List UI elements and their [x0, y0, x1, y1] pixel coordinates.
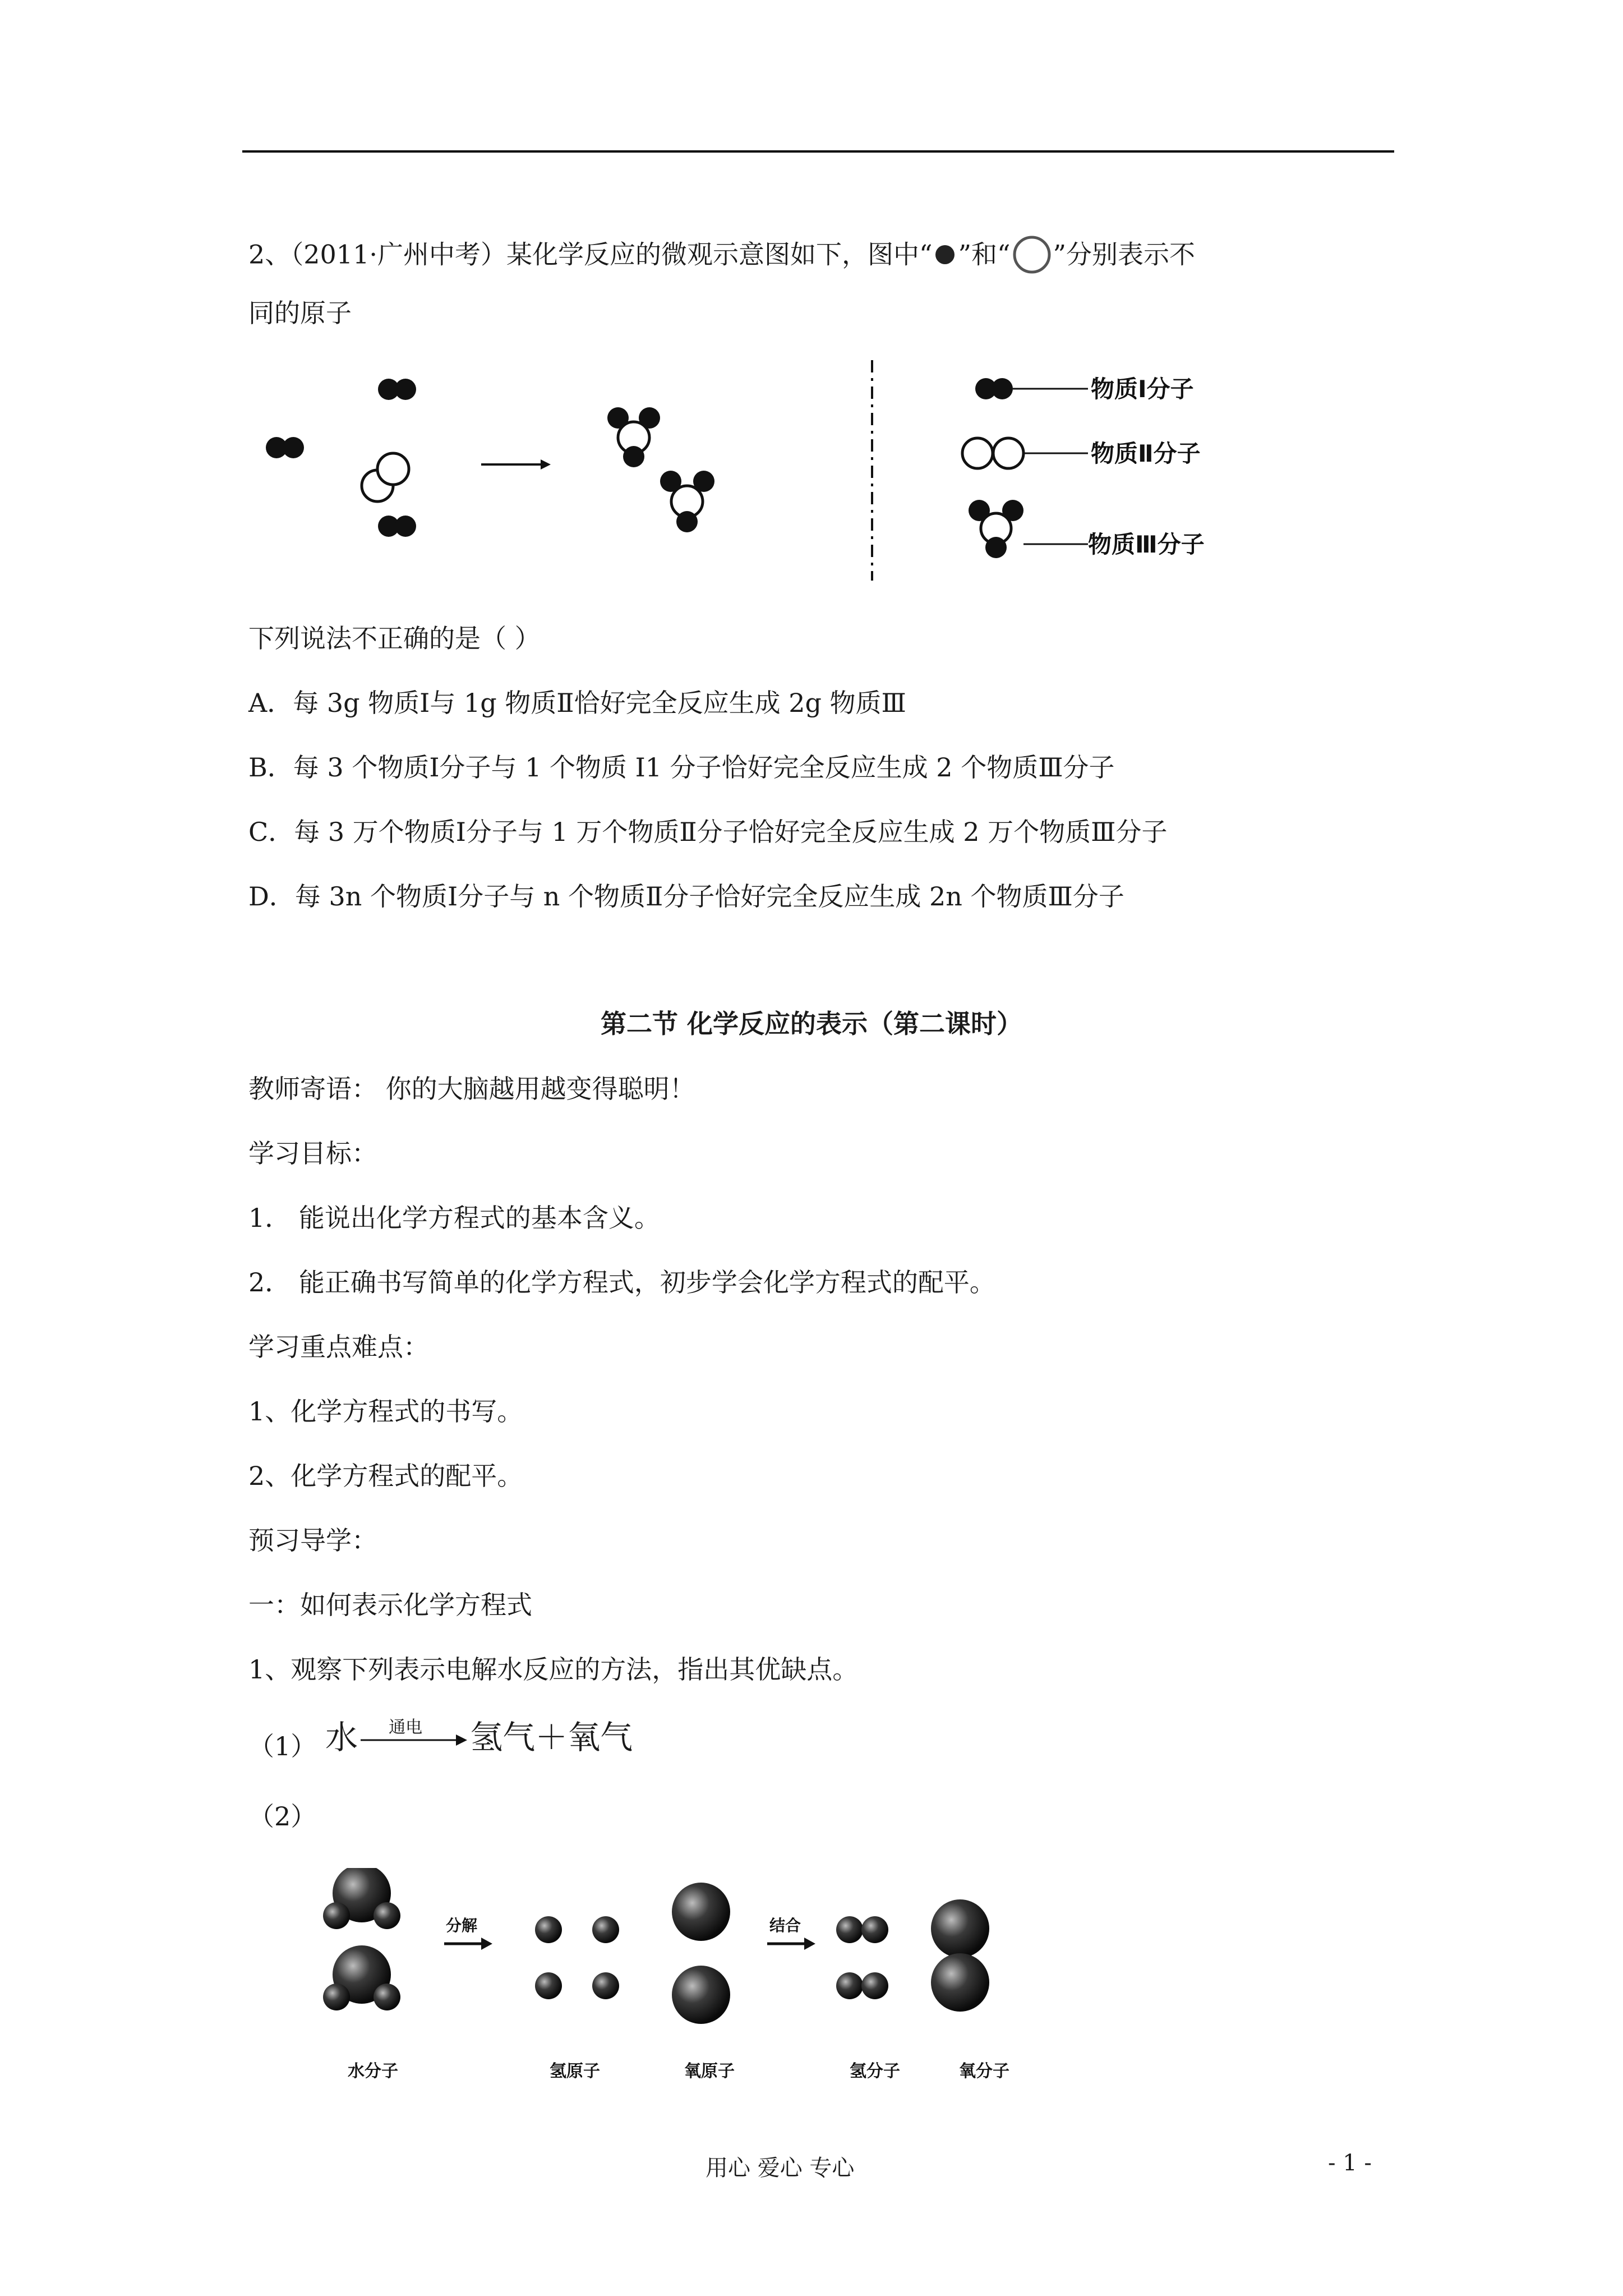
svg-text:物质Ⅱ分子: 物质Ⅱ分子 — [1091, 440, 1201, 467]
hydrogen-atoms — [535, 1916, 619, 1999]
teacher-message: 教师寄语： 你的大脑越用越变得聪明！ — [248, 1074, 695, 1104]
svg-text:分解: 分解 — [446, 1916, 478, 1935]
question1: 1、观察下列表示电解水反应的方法，指出其优缺点。 — [248, 1654, 859, 1685]
svg-text:物质Ⅲ分子: 物质Ⅲ分子 — [1088, 531, 1205, 558]
equation-condition: 通电 — [389, 1718, 423, 1737]
method1-label: （1） — [248, 1731, 317, 1761]
svg-text:结合: 结合 — [769, 1916, 801, 1935]
electrolysis-particle-diagram — [314, 1868, 1099, 2092]
option-c: C．每 3 万个物质Ⅰ分子与 1 万个物质Ⅱ分子恰好完全反应生成 2 万个物质Ⅲ分子 — [248, 817, 1168, 847]
legend-substance3 — [969, 500, 1205, 558]
goal-item-2: 2． 能正确书写简单的化学方程式，初步学会化学方程式的配平。 — [248, 1267, 995, 1297]
reaction-micro-diagram — [241, 353, 1251, 589]
oxygen-molecule — [931, 1899, 989, 2012]
equation-reactant: 水 — [325, 1718, 358, 1756]
section-title: 第二节 化学反应的表示（第二课时） — [600, 1009, 1022, 1039]
part1-heading: 一：如何表示化学方程式 — [248, 1590, 532, 1620]
water-molecule-1 — [323, 1868, 400, 1929]
option-b: B．每 3 个物质Ⅰ分子与 1 个物质 I1 分子恰好完全反应生成 2 个物质Ⅲ分子 — [248, 752, 1115, 783]
legend-substance2 — [962, 438, 1201, 468]
key-point-1: 1、化学方程式的书写。 — [248, 1396, 523, 1427]
q2-text-b: ”和“ — [958, 239, 1011, 270]
product-molecule-2 — [660, 471, 714, 532]
hollow-atom-icon — [1011, 233, 1053, 280]
option-d: D．每 3n 个物质Ⅰ分子与 n 个物质Ⅱ分子恰好完全反应生成 2n 个物质Ⅲ分子 — [248, 881, 1124, 912]
svg-text:水分子: 水分子 — [348, 2062, 398, 2081]
svg-text:氧分子: 氧分子 — [959, 2062, 1009, 2081]
water-molecule-2 — [323, 1945, 400, 2010]
page-number: - 1 - — [1328, 2150, 1372, 2176]
svg-text:物质Ⅰ分子: 物质Ⅰ分子 — [1091, 375, 1194, 403]
key-point-2: 2、化学方程式的配平。 — [248, 1461, 523, 1491]
hydrogen-molecules — [836, 1916, 888, 1999]
preview-heading: 预习导学： — [248, 1525, 377, 1556]
svg-text:氢原子: 氢原子 — [550, 2062, 600, 2081]
svg-text:氢分子: 氢分子 — [850, 2062, 900, 2081]
question2-line1 — [248, 233, 1195, 280]
goals-heading: 学习目标： — [248, 1138, 377, 1168]
equation-arrow — [361, 1718, 467, 1751]
question2-prompt: 下列说法不正确的是（ ） — [248, 623, 541, 654]
filled-atom-icon — [932, 242, 958, 272]
option-a: A．每 3g 物质Ⅰ与 1g 物质Ⅱ恰好完全反应生成 2g 物质Ⅲ — [248, 688, 906, 718]
q2-text-c: ”分别表示不 — [1053, 239, 1196, 270]
svg-text:氧原子: 氧原子 — [684, 2062, 735, 2081]
q2-text-a: 2、（2011·广州中考）某化学反应的微观示意图如下，图中“ — [248, 239, 933, 270]
word-equation — [325, 1711, 633, 1758]
oxygen-atoms — [672, 1883, 730, 2024]
question2-line2: 同的原子 — [248, 298, 352, 328]
method2-label: （2） — [248, 1801, 317, 1832]
reactant-hollow-molecule — [362, 453, 409, 501]
product-molecule-1 — [607, 407, 660, 467]
equation-products: 氢气＋氧气 — [470, 1718, 633, 1756]
key-points-heading: 学习重点难点： — [248, 1332, 429, 1362]
legend-substance1 — [975, 375, 1194, 403]
goal-item-1: 1． 能说出化学方程式的基本含义。 — [248, 1203, 660, 1233]
footer-motto: 用心 爱心 专心 — [706, 2155, 855, 2181]
header-rule — [242, 150, 1394, 153]
